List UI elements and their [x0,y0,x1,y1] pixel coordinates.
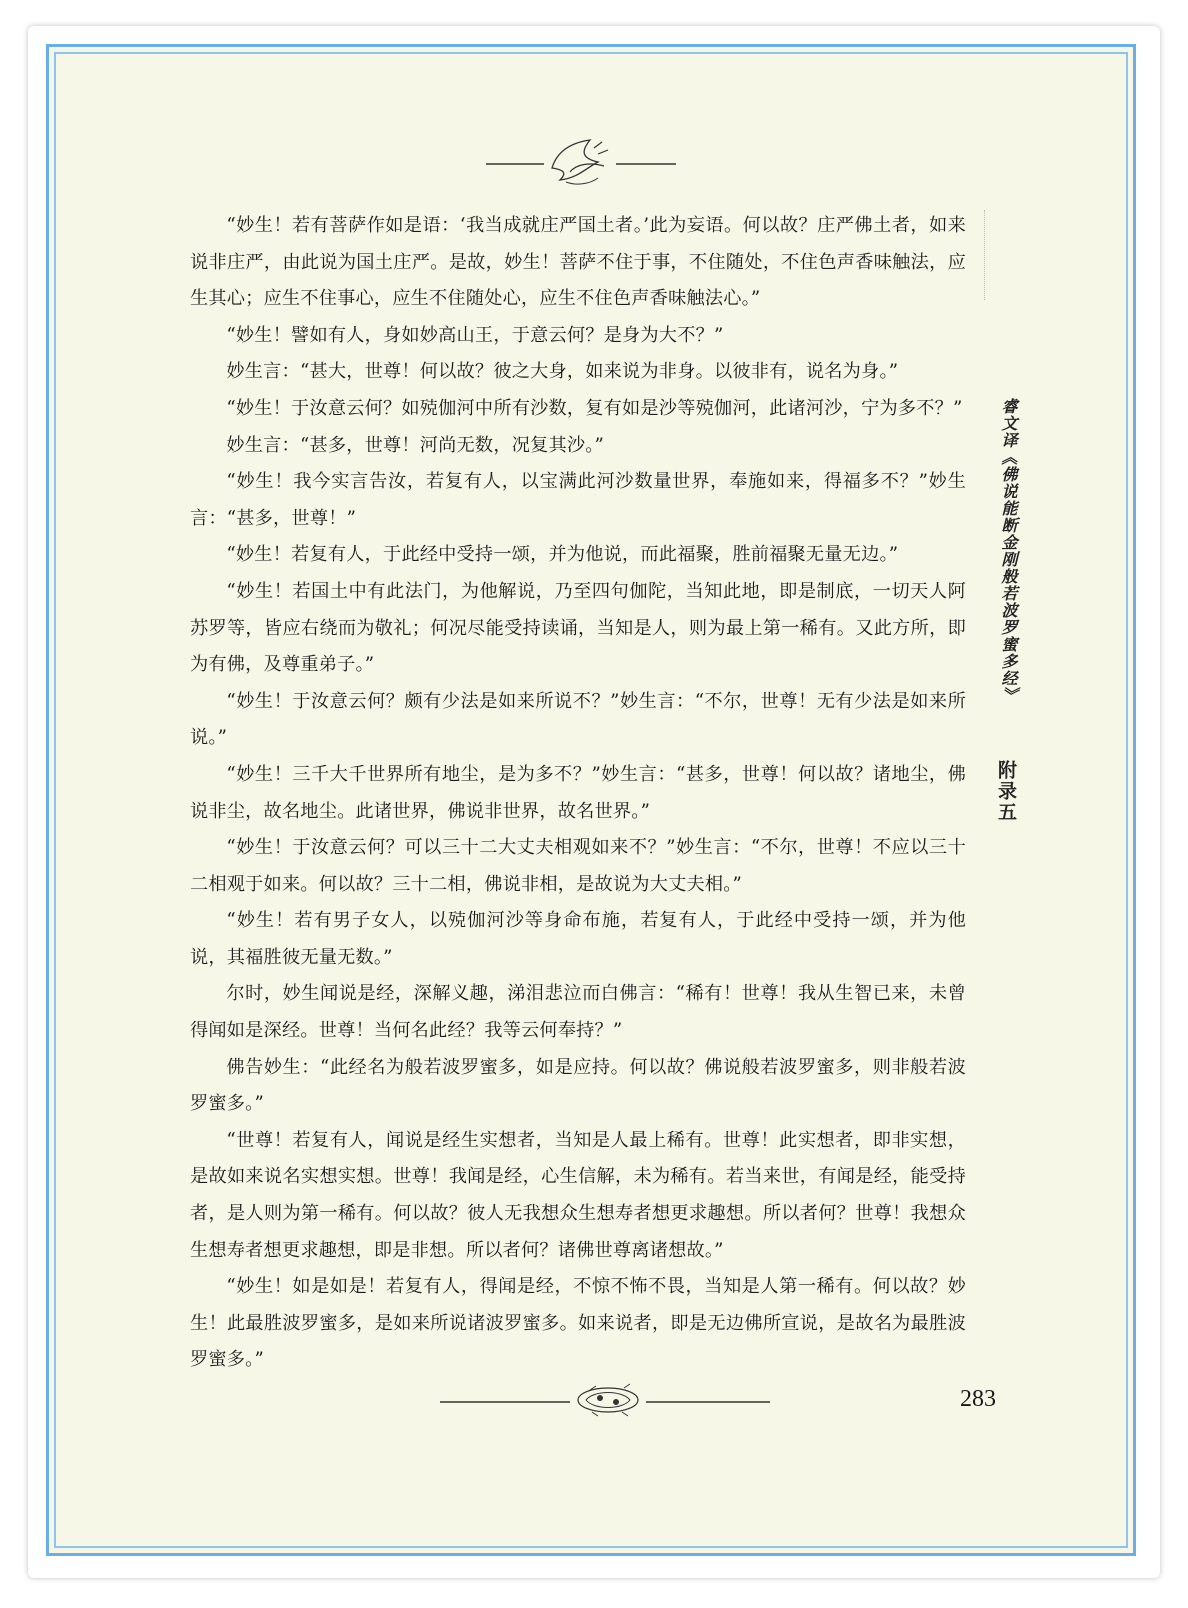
paragraph: “妙生！若有男子女人，以殑伽河沙等身命布施，若复有人，于此经中受持一颂，并为他说，其福胜彼无量无数。” [190,910,966,968]
paragraph: “妙生！于汝意云何？可以三十二大丈夫相观如来不？”妙生言：“不尔，世尊！不应以三十二相观于如来。何以故？三十二相，佛说非相，是故说为大丈夫相。” [190,837,966,895]
paragraph: “妙生！譬如有人，身如妙高山王，于意云何？是身为大不？” [226,324,724,346]
appendix-label: 附录五 [995,760,1017,823]
paragraph: “妙生！若国土中有此法门，为他解说，乃至四句伽陀，当知此地，即是制底，一切天人阿苏罗等，皆应右绕而为敬礼；何况尽能受持读诵，当知是人，则为最上第一稀有。又此方所，即为有佛，及尊重弟子。” [190,580,966,676]
paragraph: 妙生言：“甚多，世尊！河尚无数，况复其沙。” [226,434,605,456]
paragraph: 妙生言：“甚大，世尊！何以故？彼之大身，如来说为非身。以彼非有，说名为身。” [226,361,899,383]
paragraph: “妙生！于汝意云何？颇有少法是如来所说不？”妙生言：“不尔，世尊！无有少法是如来所说。” [190,690,966,749]
running-title: 睿文译《佛说能断金刚般若波罗蜜多经》 [999,398,1018,704]
paragraph: “妙生！我今实言告汝，若复有人，以宝满此河沙数量世界，奉施如来，得福多不？”妙生言：“甚多，世尊！” [190,471,966,529]
paragraph: “妙生！于汝意云何？如殑伽河中所有沙数，复有如是沙等殑伽河，此诸河沙，宁为多不？” [226,397,963,419]
margin-dots [984,210,987,300]
paragraph: “世尊！若复有人，闻说是经生实想者，当知是人最上稀有。世尊！此实想者，即非实想，是故如来说名实想实想。世尊！我闻是经，心生信解，未为稀有。若当来世，有闻是经，能受持者，是人则为第一稀有。何以故？彼人无我想众生想寿者想更求趣想。所以者何？世尊！我想众生想寿者想更求趣想，即是非想。所以者何？诸佛世尊离诸想故。” [190,1129,966,1261]
paragraph: 佛告妙生：“此经名为般若波罗蜜多，如是应持。何以故？佛说般若波罗蜜多，则非般若波罗蜜多。” [190,1056,966,1115]
paragraph: “妙生！如是如是！若复有人，得闻是经，不惊不怖不畏，当知是人第一稀有。何以故？妙生！此最胜波罗蜜多，是如来所说诸波罗蜜多。如来说者，即是无边佛所宣说，是故名为最胜波罗蜜多。” [190,1276,966,1371]
page-number: 283 [960,1386,996,1412]
paragraph: “妙生！三千大千世界所有地尘，是为多不？”妙生言：“甚多，世尊！何以故？诸地尘，佛说非尘，故名地尘。此诸世界，佛说非世界，故名世界。” [190,763,966,822]
paragraph: “妙生！若有菩萨作如是语：‘我当成就庄严国土者。’此为妄语。何以故？庄严佛土者，如来说非庄严，由此说为国土庄严。是故，妙生！菩萨不住于事，不住随处，不住色声香味触法，应生其心；应生不住事心，应生不住随处心，应生不住色声香味触法心。” [190,215,966,310]
paragraph: “妙生！若复有人，于此经中受持一颂，并为他说，而此福聚，胜前福聚无量无边。” [226,544,899,566]
body-text [190,208,966,1379]
top-ornament-icon [486,128,676,192]
bottom-ornament-icon [440,1380,780,1420]
paragraph: 尔时，妙生闻说是经，深解义趣，涕泪悲泣而白佛言：“稀有！世尊！我从生智已来，未曾得闻如是深经。世尊！当何名此经？我等云何奉持？” [190,983,966,1042]
